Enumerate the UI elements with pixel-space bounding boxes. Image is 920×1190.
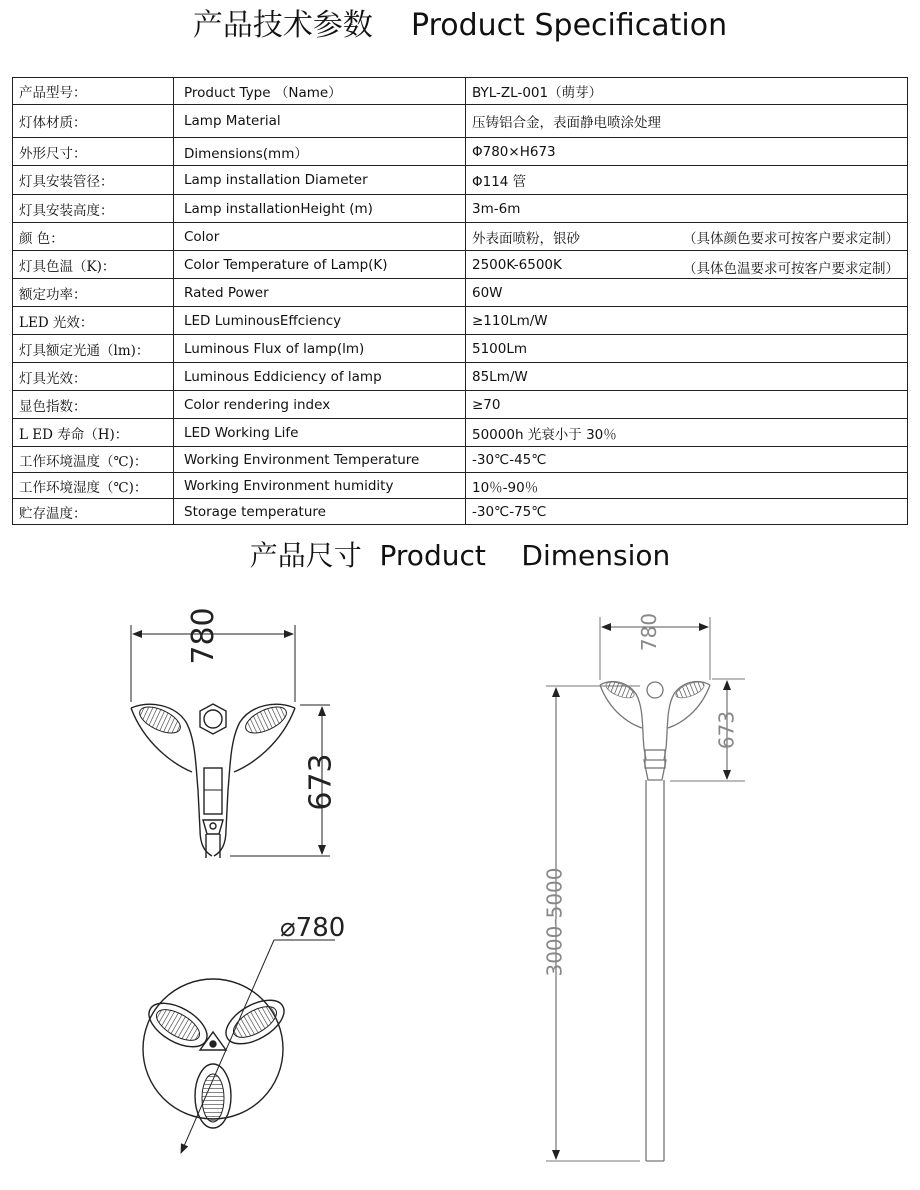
top-diameter-label: ⌀780: [280, 913, 346, 943]
spec-cn-label: 产品型号：: [13, 78, 174, 105]
spec-cn-label: 灯体材质：: [13, 105, 174, 138]
spec-value: -30℃-45℃: [472, 451, 547, 468]
spec-cn-label: 灯具安装高度：: [13, 195, 174, 223]
spec-en-label: LED LuminousEffciency: [174, 307, 466, 335]
spec-value: 压铸铝合金，表面静电喷涂处理: [472, 115, 661, 131]
spec-note: （具体颜色要求可按客户要求定制）: [683, 230, 899, 247]
spec-cn-label: L ED 寿命（H)：: [13, 419, 174, 447]
dimension-title: 产品尺寸 Product Dimension: [249, 539, 671, 572]
spec-en-label: Lamp installationHeight (m): [174, 195, 466, 223]
spec-cn-label: 外形尺寸：: [13, 138, 174, 166]
spec-en-label: Working Environment Temperature: [174, 447, 466, 473]
spec-value: 60W: [472, 284, 503, 301]
spec-cn-label: 灯具额定光通（lm)：: [13, 335, 174, 363]
spec-en-label: Working Environment humidity: [174, 473, 466, 499]
spec-en-label: Luminous Flux of lamp(lm): [174, 335, 466, 363]
pole-head-height-label: 673: [714, 710, 739, 750]
spec-cn-label: 贮存温度：: [13, 499, 174, 525]
spec-en-label: Product Type （Name）: [174, 78, 466, 105]
spec-en-label: Lamp installation Diameter: [174, 166, 466, 195]
spec-value: 85Lm/W: [472, 368, 528, 385]
spec-cn-label: 显色指数：: [13, 391, 174, 419]
spec-en-label: LED Working Life: [174, 419, 466, 447]
spec-cn-label: 灯具色温（K)：: [13, 251, 174, 279]
spec-en-label: Color rendering index: [174, 391, 466, 419]
spec-en-label: Luminous Eddiciency of lamp: [174, 363, 466, 391]
spec-value: -30℃-75℃: [472, 503, 547, 520]
spec-cn-label: 工作环境温度（℃)：: [13, 447, 174, 473]
spec-en-label: Storage temperature: [174, 499, 466, 525]
pole-length-label: 3000-5000: [542, 867, 567, 977]
spec-note: （具体色温要求可按客户要求定制）: [683, 260, 899, 277]
spec-cn-label: 灯具安装管径：: [13, 166, 174, 195]
front-width-label: 780: [186, 607, 221, 665]
spec-value: ≥110Lm/W: [472, 312, 548, 329]
spec-en-label: Color: [174, 223, 466, 251]
spec-value: ≥70: [472, 396, 501, 413]
spec-title: 产品技术参数 Product Specification: [192, 8, 728, 43]
spec-en-label: Dimensions(mm）: [174, 138, 466, 166]
front-height-label: 673: [303, 753, 339, 811]
spec-value: 50000h 光衰小于 30％: [472, 426, 617, 443]
spec-value: 5100Lm: [472, 340, 528, 357]
spec-cn-label: 工作环境湿度（℃)：: [13, 473, 174, 499]
spec-value: Φ114 管: [472, 174, 527, 190]
spec-value: Φ780×H673: [472, 143, 556, 160]
spec-value: 3m-6m: [472, 200, 521, 217]
spec-cn-label: 额定功率：: [13, 279, 174, 307]
spec-cn-label: LED 光效：: [13, 307, 174, 335]
spec-cn-label: 灯具光效：: [13, 363, 174, 391]
pole-view-drawing: [546, 617, 745, 1161]
spec-value: 外表面喷粉，银砂: [472, 230, 580, 247]
spec-cn-label: 颜 色：: [13, 223, 174, 251]
front-view-drawing: [131, 625, 330, 858]
spec-value: 10％-90％: [472, 479, 539, 496]
spec-en-label: Color Temperature of Lamp(K): [174, 251, 466, 279]
spec-en-label: Rated Power: [174, 279, 466, 307]
spec-en-label: Lamp Material: [174, 105, 466, 138]
top-view-drawing: [142, 940, 335, 1153]
spec-value: BYL-ZL-001（萌芽）: [472, 85, 603, 101]
spec-value: 2500K-6500K: [472, 256, 562, 273]
pole-width-label: 780: [637, 612, 661, 652]
